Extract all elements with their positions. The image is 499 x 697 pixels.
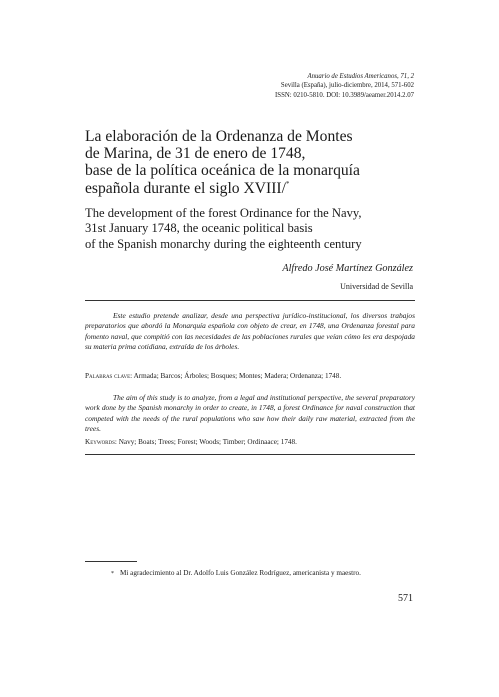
keywords-es-text: Armada; Barcos; Árboles; Bosques; Montes; Madera; Ordenanza; 1748. bbox=[133, 372, 342, 380]
keywords-en-text: Navy; Boats; Trees; Forest; Woods; Timber; Ordinaace; 1748. bbox=[118, 438, 297, 446]
title-en-line: 31st January 1748, the oceanic political basis bbox=[85, 221, 313, 236]
title-es-line: La elaboración de la Ordenanza de Montes bbox=[85, 128, 353, 145]
title-en-line: The development of the forest Ordinance for the Navy, bbox=[85, 206, 362, 220]
keywords-spanish bbox=[85, 371, 415, 381]
keywords-en-label: Keywords: bbox=[85, 438, 117, 446]
title-en-line: of the Spanish monarchy during the eighteenth century bbox=[85, 236, 362, 251]
footnote-text: Mi agradecimiento al Dr. Adolfo Luis González Rodríguez, americanista y maestro. bbox=[120, 569, 361, 577]
keywords-english bbox=[85, 437, 415, 447]
abstract-spanish: Este estudio pretende analizar, desde una perspectiva jurídico-institucional, los diversos trabajos preparatorios que abordó la Monarquía española con objeto de crear, en 1748, una Ordenanza forestal para fomento naval, que compitió con las necesidades de las poblaciones rurales que veían cómo les era despojada su materia prima cotidiana, extraída de los árboles. bbox=[85, 311, 415, 352]
author-name: Alfredo José Martínez González bbox=[282, 263, 413, 274]
title-spanish bbox=[85, 128, 425, 197]
footnote bbox=[111, 569, 421, 579]
journal-name: Anuario de Estudios Americanos, 71, 2 bbox=[307, 73, 414, 80]
journal-header bbox=[184, 72, 414, 100]
bottom-divider bbox=[85, 454, 415, 455]
top-divider bbox=[85, 300, 415, 301]
author-affiliation: Universidad de Sevilla bbox=[340, 282, 413, 291]
abstract-english: The aim of this study is to analyze, from a legal and institutional perspective, the several preparatory work done by the Spanish monarchy in order to create, in 1748, a forest Ordinance for naval construction that competed with the needs of the rural populations who saw how their daily raw material, extracted from the trees. bbox=[85, 393, 415, 434]
title-es-line: base de la política oceánica de la monarquía bbox=[85, 162, 360, 180]
title-es-line: de Marina, de 31 de enero de 1748, bbox=[85, 145, 306, 163]
page-number: 571 bbox=[398, 593, 413, 604]
title-english bbox=[85, 206, 425, 252]
journal-issn-doi: ISSN: 0210-5810. DOI: 10.3989/aeamer.2014.2.07 bbox=[275, 91, 414, 99]
footnote-divider bbox=[85, 561, 137, 562]
title-footnote-mark: * bbox=[285, 179, 290, 188]
keywords-es-label: Palabras clave: bbox=[85, 372, 133, 380]
journal-place-date: Sevilla (España), julio-diciembre, 2014, 571-602 bbox=[280, 82, 414, 90]
title-es-line: española durante el siglo XVIII/ bbox=[85, 179, 286, 197]
footnote-mark: * bbox=[111, 571, 114, 577]
